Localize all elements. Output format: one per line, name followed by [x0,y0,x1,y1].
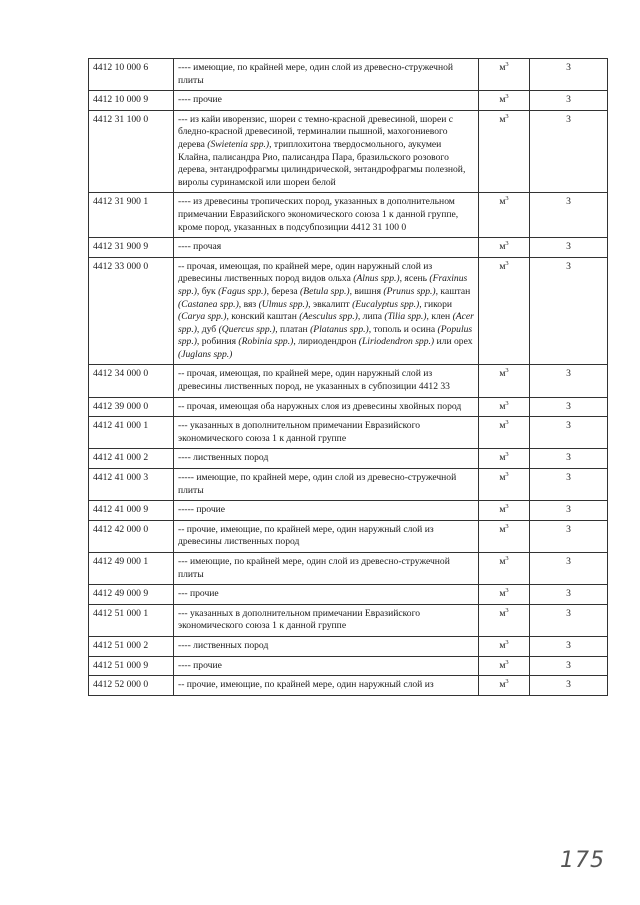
description-text: , береза [266,285,301,297]
commodity-code: 4412 49 000 1 [89,553,174,585]
unit-exponent: 3 [505,555,509,562]
commodity-description [174,636,479,656]
commodity-description [174,449,479,469]
unit-base: м [499,94,506,106]
latin-species-name: (Quercus spp.) [218,323,276,335]
latin-species-name: (Carya spp.) [178,311,227,323]
duty-rate: 3 [530,59,608,91]
table-row [89,449,608,469]
unit-base: м [499,679,506,691]
commodity-description [174,110,479,193]
commodity-description [174,91,479,111]
commodity-code: 4412 49 000 9 [89,585,174,605]
commodity-code: 4412 10 000 6 [89,59,174,91]
commodity-description [174,59,479,91]
commodity-code: 4412 10 000 9 [89,91,174,111]
unit-exponent: 3 [505,419,509,427]
unit-exponent: 3 [505,638,509,646]
commodity-code: 4412 51 000 1 [89,604,174,636]
unit-exponent: 3 [505,112,509,120]
commodity-code: 4412 51 000 9 [89,656,174,676]
unit-exponent: 3 [505,367,509,375]
latin-species-name: (Fraxinus spp.) [178,273,468,297]
commodity-code: 4412 52 000 0 [89,676,174,696]
latin-species-name: (Platanus spp.) [310,323,369,335]
unit-of-measure [479,585,530,605]
description-text: --- прочие [178,588,219,600]
unit-base: м [499,556,506,567]
table-row [89,676,608,696]
commodity-description [174,553,479,585]
latin-species-name: (Aesculus spp.) [299,311,358,323]
latin-species-name: (Betula spp.) [300,285,350,297]
description-text: , робиния [196,336,239,348]
unit-exponent: 3 [505,399,509,407]
unit-of-measure [479,520,530,552]
latin-species-name: (Ulmus spp.) [258,298,309,310]
latin-species-name: (Swietenia spp.) [207,138,270,150]
duty-rate: 3 [530,193,608,238]
unit-base: м [499,452,506,464]
commodity-description [174,469,479,501]
commodity-description [174,417,479,449]
description-text: ---- лиственных пород [178,452,269,464]
unit-base: м [499,607,506,619]
commodity-code: 4412 39 000 0 [89,397,174,417]
duty-rate: 3 [530,417,608,449]
unit-base: м [499,241,506,253]
description-text: , тополь и осина [368,323,438,335]
unit-exponent: 3 [505,587,509,595]
latin-species-name: (Acer spp.) [178,311,474,335]
latin-species-name: (Tilia spp.) [384,311,427,323]
duty-rate: 3 [530,469,608,501]
commodity-description [174,238,479,258]
description-text: или орех [434,336,473,348]
unit-base: м [499,639,506,651]
description-text: -- прочие, имеющие, по крайней мере, один наружный слой из [178,679,434,691]
commodity-code: 4412 41 000 3 [89,469,174,501]
table-row [89,110,608,193]
commodity-description [174,257,479,365]
unit-base: м [499,400,506,412]
unit-of-measure [479,91,530,111]
unit-exponent: 3 [505,61,509,68]
duty-rate: 3 [530,110,608,193]
table-row [89,91,608,111]
commodity-code: 4412 41 000 1 [89,417,174,449]
unit-exponent: 3 [505,522,509,530]
commodity-description [174,365,479,397]
tariff-table [88,58,608,696]
latin-species-name: (Fagus spp.) [218,285,267,297]
duty-rate: 3 [530,257,608,365]
description-text: ---- прочие [178,659,222,671]
description-text: , платан [275,323,311,335]
unit-exponent: 3 [505,240,509,248]
unit-of-measure [479,257,530,365]
unit-base: м [499,659,506,671]
unit-base: м [499,260,506,272]
unit-base: м [499,113,506,125]
unit-of-measure [479,59,530,91]
unit-of-measure [479,365,530,397]
commodity-code: 4412 31 100 0 [89,110,174,193]
table-row [89,636,608,656]
table-row [89,59,608,91]
latin-species-name: (Prunus spp.) [383,285,436,297]
latin-species-name: (Eucalyptus spp.) [352,298,420,310]
unit-of-measure [479,656,530,676]
commodity-code: 4412 31 900 9 [89,238,174,258]
description-text: --- имеющие, по крайней мере, один слой из древесно-стружечной плиты [178,556,450,580]
table-row [89,585,608,605]
unit-base: м [499,523,506,535]
description-text: ---- имеющие, по крайней мере, один слой из древесно-стружечной плиты [178,62,454,86]
unit-exponent: 3 [505,93,509,101]
latin-species-name: (Robinia spp.) [238,336,294,348]
duty-rate: 3 [530,520,608,552]
description-text: ---- лиственных пород [178,639,269,651]
unit-base: м [499,420,506,432]
description-text: -- прочие, имеющие, по крайней мере, один наружный слой из древесины лиственных пород [178,523,434,548]
latin-species-name: (Juglans spp.) [178,348,233,360]
unit-of-measure [479,676,530,696]
unit-exponent: 3 [505,471,509,479]
unit-exponent: 3 [505,195,509,203]
commodity-description [174,676,479,696]
commodity-code: 4412 33 000 0 [89,257,174,365]
commodity-description [174,656,479,676]
duty-rate: 3 [530,636,608,656]
unit-of-measure [479,501,530,521]
description-text: --- указанных в дополнительном примечании Евразийского экономического союза 1 к данной группе [178,607,421,632]
unit-base: м [499,196,506,208]
unit-base: м [499,62,506,73]
commodity-description [174,585,479,605]
table-row [89,417,608,449]
description-text: -- прочая, имеющая, по крайней мере, один наружный слой из древесины лиственных пород видов ольха [178,260,433,285]
description-text: , бук [196,285,219,297]
commodity-description [174,520,479,552]
commodity-description [174,604,479,636]
description-text: , липа [357,311,385,323]
description-text: ---- прочая [178,241,222,253]
commodity-description [174,397,479,417]
duty-rate: 3 [530,553,608,585]
commodity-code: 4412 41 000 9 [89,501,174,521]
unit-of-measure [479,417,530,449]
description-text: ---- из древесины тропических пород, указанных в дополнительном примечании Евразийского экономического союза 1 к данной группе, кроме пород, указанных в подсубпозиции 4412 31 100 0 [178,196,459,233]
unit-of-measure [479,110,530,193]
commodity-description [174,501,479,521]
description-text: -- прочая, имеющая, по крайней мере, один наружный слой из древесины лиственных пород, не указанных в субпозиции 4412 33 [178,368,450,393]
unit-of-measure [479,553,530,585]
commodity-code: 4412 41 000 2 [89,449,174,469]
unit-of-measure [479,469,530,501]
table-row [89,238,608,258]
latin-species-name: (Alnus spp.) [353,273,400,285]
description-text: , вяз [238,298,259,310]
commodity-code: 4412 51 000 2 [89,636,174,656]
duty-rate: 3 [530,604,608,636]
description-text: , гикори [419,298,453,310]
tariff-table-body [89,59,608,696]
table-row [89,193,608,238]
duty-rate: 3 [530,365,608,397]
description-text: , клен [426,311,453,323]
unit-exponent: 3 [505,259,509,267]
unit-base: м [499,588,506,600]
description-text: ----- имеющие, по крайней мере, один слой из древесно-стружечной плиты [178,472,457,496]
duty-rate: 3 [530,585,608,605]
unit-exponent: 3 [505,606,509,614]
description-text: , каштан [435,285,471,297]
description-text: ----- прочие [178,504,226,516]
table-row [89,553,608,585]
duty-rate: 3 [530,91,608,111]
table-row [89,656,608,676]
commodity-code: 4412 31 900 1 [89,193,174,238]
description-text: , ясень [399,273,430,285]
table-row [89,469,608,501]
unit-of-measure [479,238,530,258]
description-text: ---- прочие [178,94,222,106]
table-row [89,257,608,365]
latin-species-name: (Castanea spp.) [178,298,239,310]
unit-exponent: 3 [505,658,509,666]
unit-exponent: 3 [505,503,509,511]
table-row [89,365,608,397]
description-text: --- из кайи иворензис, шореи с темно-красной древесиной, шореи с бледно-красной древесиной, терминалии пышной, махогониевого дерева [178,113,454,150]
commodity-description [174,193,479,238]
description-text: , конский каштан [226,311,300,323]
description-text: , лириодендрон [293,336,359,348]
table-row [89,501,608,521]
unit-of-measure [479,397,530,417]
duty-rate: 3 [530,238,608,258]
commodity-code: 4412 42 000 0 [89,520,174,552]
unit-of-measure [479,449,530,469]
unit-of-measure [479,193,530,238]
unit-base: м [499,368,506,380]
unit-of-measure [479,604,530,636]
description-text: , эвкалипт [308,298,353,310]
unit-base: м [499,472,506,484]
description-text: --- указанных в дополнительном примечании Евразийского экономического союза 1 к данной группе [178,420,421,444]
table-row [89,397,608,417]
description-text: , вишня [349,285,384,297]
page-number: 175 [560,848,605,873]
description-text: -- прочая, имеющая оба наружных слоя из древесины хвойных пород [178,400,462,412]
duty-rate: 3 [530,449,608,469]
duty-rate: 3 [530,676,608,696]
latin-species-name: (Liriodendron spp.) [358,336,435,348]
duty-rate: 3 [530,501,608,521]
commodity-code: 4412 34 000 0 [89,365,174,397]
duty-rate: 3 [530,397,608,417]
duty-rate: 3 [530,656,608,676]
table-row [89,520,608,552]
unit-base: м [499,504,506,516]
description-text: , дуб [196,323,219,335]
unit-exponent: 3 [505,678,509,686]
description-text: , триплохитона твердосмольного, аукумеи Клайна, палисандра Рио, палисандра Пара, бразильского розового дерева, энтандрофрагмы цилиндрической, энтандрофрагмы полезной, виролы суринамской или шореи белой [178,138,466,188]
unit-of-measure [479,636,530,656]
latin-species-name: (Populus spp.) [178,323,473,348]
unit-exponent: 3 [505,451,509,459]
table-row [89,604,608,636]
